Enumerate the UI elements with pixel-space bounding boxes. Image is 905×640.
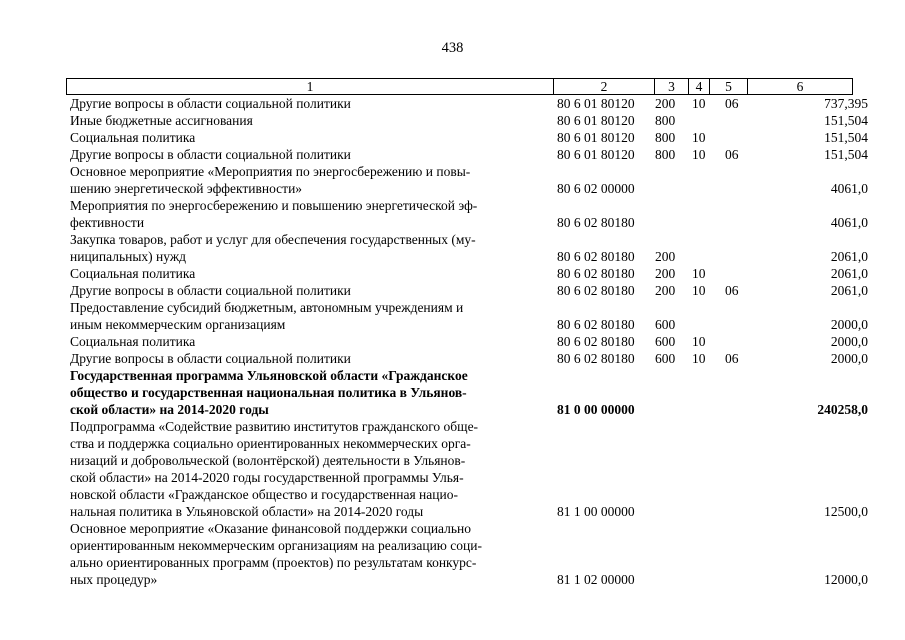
row-code: 80 6 02 80180: [557, 249, 635, 264]
row-expense-type: 200: [655, 249, 676, 264]
row-name: [66, 265, 553, 282]
row-amount: 151,504: [824, 130, 868, 145]
row-code: 80 6 02 80180: [557, 266, 635, 281]
row-section: 10: [692, 147, 706, 162]
row-subsection: 06: [725, 147, 739, 162]
row-subsection: 06: [725, 96, 739, 111]
column-header-3: 3: [655, 79, 689, 95]
row-name-line: ниципальных) нужд: [70, 249, 187, 264]
row-section: 10: [692, 96, 706, 111]
column-header-row: [66, 78, 853, 95]
budget-table: [66, 95, 875, 588]
row-name-line: низаций и добровольческой (волонтёрской) деятельности в Ульянов-: [70, 453, 466, 468]
row-code: 80 6 02 80180: [557, 283, 635, 298]
row-code: 80 6 02 80180: [557, 334, 635, 349]
row-expense-type: [652, 163, 689, 197]
row-expense-type: [652, 418, 689, 520]
row-code: 80 6 02 00000: [557, 181, 635, 196]
row-expense-type: 800: [655, 130, 676, 145]
row-subsection: [725, 231, 755, 265]
row-name: [66, 95, 553, 112]
row-name-line: ской области» на 2014-2020 годы государственной программы Улья-: [70, 470, 464, 485]
row-expense-type: 200: [655, 266, 676, 281]
row-code: 80 6 01 80120: [557, 96, 635, 111]
row-name-line: новской области «Гражданское общество и государственная нацио-: [70, 487, 458, 502]
row-name-line: Подпрограмма «Содействие развитию институтов гражданского обще-: [70, 419, 479, 434]
row-name-line: ально ориентированных программ (проектов) по результатам конкурс-: [70, 555, 477, 570]
row-name-line: фективности: [70, 215, 145, 230]
row-section: 10: [692, 266, 706, 281]
row-name: [66, 520, 553, 588]
row-name-line: нальная политика в Ульяновской области» на 2014-2020 годы: [70, 504, 424, 519]
row-name-line: иным некоммерческим организациям: [70, 317, 286, 332]
table-row: [66, 95, 875, 112]
table-row: [66, 163, 875, 197]
row-code: 80 6 02 80180: [557, 351, 635, 366]
row-section: [689, 197, 725, 231]
row-name-line: Другие вопросы в области социальной политики: [70, 283, 351, 298]
row-amount: 12500,0: [824, 504, 868, 519]
row-subsection: [725, 520, 755, 588]
column-header-6: 6: [748, 79, 853, 95]
row-section: [689, 418, 725, 520]
row-amount: 2000,0: [830, 317, 868, 332]
row-name-line: ных процедур»: [70, 572, 158, 587]
row-name-line: Мероприятия по энергосбережению и повышению энергетической эф-: [70, 198, 478, 213]
row-name-line: Государственная программа Ульяновской области «Гражданское: [70, 368, 468, 383]
table-row: [66, 129, 875, 146]
row-name-line: Социальная политика: [70, 266, 196, 281]
row-amount: 2000,0: [830, 334, 868, 349]
row-name-line: Основное мероприятие «Оказание финансовой поддержки социально: [70, 521, 472, 536]
row-section: [689, 367, 725, 418]
row-expense-type: 600: [655, 317, 676, 332]
row-name: [66, 146, 553, 163]
row-code: 80 6 01 80120: [557, 113, 635, 128]
table-row: [66, 418, 875, 520]
row-code: 81 1 00 00000: [557, 504, 635, 519]
row-subsection: [725, 299, 755, 333]
row-amount: 2000,0: [830, 351, 868, 366]
row-name-line: Закупка товаров, работ и услуг для обеспечения государственных (му-: [70, 232, 476, 247]
row-section: [689, 163, 725, 197]
column-header-1: 1: [67, 79, 554, 95]
table-row: [66, 265, 875, 282]
row-expense-type: 600: [655, 351, 676, 366]
row-name: [66, 197, 553, 231]
table-row: [66, 197, 875, 231]
row-section: 10: [692, 130, 706, 145]
row-name-line: Социальная политика: [70, 130, 196, 145]
row-code: 80 6 02 80180: [557, 215, 635, 230]
row-name-line: Основное мероприятие «Мероприятия по энергосбережению и повы-: [70, 164, 471, 179]
row-name: [66, 163, 553, 197]
row-amount: 12000,0: [824, 572, 868, 587]
row-expense-type: 200: [655, 96, 676, 111]
row-code: 81 1 02 00000: [557, 572, 635, 587]
row-name: [66, 333, 553, 350]
table-row: [66, 282, 875, 299]
row-name-line: Другие вопросы в области социальной политики: [70, 351, 351, 366]
row-subsection: [725, 333, 755, 350]
row-section: 10: [692, 283, 706, 298]
row-section: [689, 520, 725, 588]
row-subsection: [725, 265, 755, 282]
row-expense-type: [652, 197, 689, 231]
row-subsection: 06: [725, 351, 739, 366]
row-name: [66, 129, 553, 146]
row-subsection: [725, 129, 755, 146]
row-name: [66, 231, 553, 265]
row-name: [66, 299, 553, 333]
row-amount: 4061,0: [830, 181, 868, 196]
row-name-line: Другие вопросы в области социальной политики: [70, 147, 351, 162]
row-expense-type: 800: [655, 147, 676, 162]
row-section: [689, 231, 725, 265]
row-subsection: [725, 163, 755, 197]
row-amount: 4061,0: [830, 215, 868, 230]
column-header-4: 4: [689, 79, 710, 95]
row-name: [66, 112, 553, 129]
row-subsection: 06: [725, 283, 739, 298]
table-row: [66, 350, 875, 367]
row-code: 80 6 01 80120: [557, 147, 635, 162]
row-expense-type: 600: [655, 334, 676, 349]
row-name-line: ской области» на 2014-2020 годы: [70, 402, 269, 417]
row-name: [66, 367, 553, 418]
row-section: [689, 299, 725, 333]
row-amount: 2061,0: [830, 249, 868, 264]
row-amount: 2061,0: [830, 283, 868, 298]
row-name: [66, 350, 553, 367]
row-section: 10: [692, 351, 706, 366]
row-name-line: ориентированным некоммерческим организациям на реализацию соци-: [70, 538, 482, 553]
budget-table-body: [66, 95, 875, 588]
row-name-line: ства и поддержка социально ориентированных некоммерческих орга-: [70, 436, 471, 451]
table-row: [66, 146, 875, 163]
row-amount: 151,504: [824, 113, 868, 128]
row-amount: 151,504: [824, 147, 868, 162]
page-number: 438: [441, 40, 464, 56]
row-expense-type: [652, 520, 689, 588]
row-name-line: Предоставление субсидий бюджетным, автономным учреждениям и: [70, 300, 464, 315]
row-name-line: шению энергетической эффективности»: [70, 181, 303, 196]
row-name: [66, 282, 553, 299]
table-row: [66, 333, 875, 350]
row-amount: 240258,0: [817, 402, 868, 417]
table-row: [66, 367, 875, 418]
row-expense-type: 800: [655, 113, 676, 128]
row-name: [66, 418, 553, 520]
row-expense-type: [652, 367, 689, 418]
row-amount: 737,395: [824, 96, 868, 111]
table-row: [66, 299, 875, 333]
row-subsection: [725, 418, 755, 520]
row-section: 10: [692, 334, 706, 349]
column-header-2: 2: [554, 79, 655, 95]
row-code: 80 6 01 80120: [557, 130, 635, 145]
row-name-line: Иные бюджетные ассигнования: [70, 113, 253, 128]
row-code: 81 0 00 00000: [557, 402, 635, 417]
row-name-line: Социальная политика: [70, 334, 196, 349]
row-section: [689, 112, 725, 129]
row-subsection: [725, 112, 755, 129]
row-name-line: общество и государственная национальная политика в Ульянов-: [70, 385, 467, 400]
row-code: 80 6 02 80180: [557, 317, 635, 332]
row-expense-type: 200: [655, 283, 676, 298]
table-row: [66, 520, 875, 588]
table-row: [66, 112, 875, 129]
column-header-5: 5: [710, 79, 748, 95]
table-row: [66, 231, 875, 265]
row-subsection: [725, 367, 755, 418]
row-amount: 2061,0: [830, 266, 868, 281]
row-name-line: Другие вопросы в области социальной политики: [70, 96, 351, 111]
row-subsection: [725, 197, 755, 231]
